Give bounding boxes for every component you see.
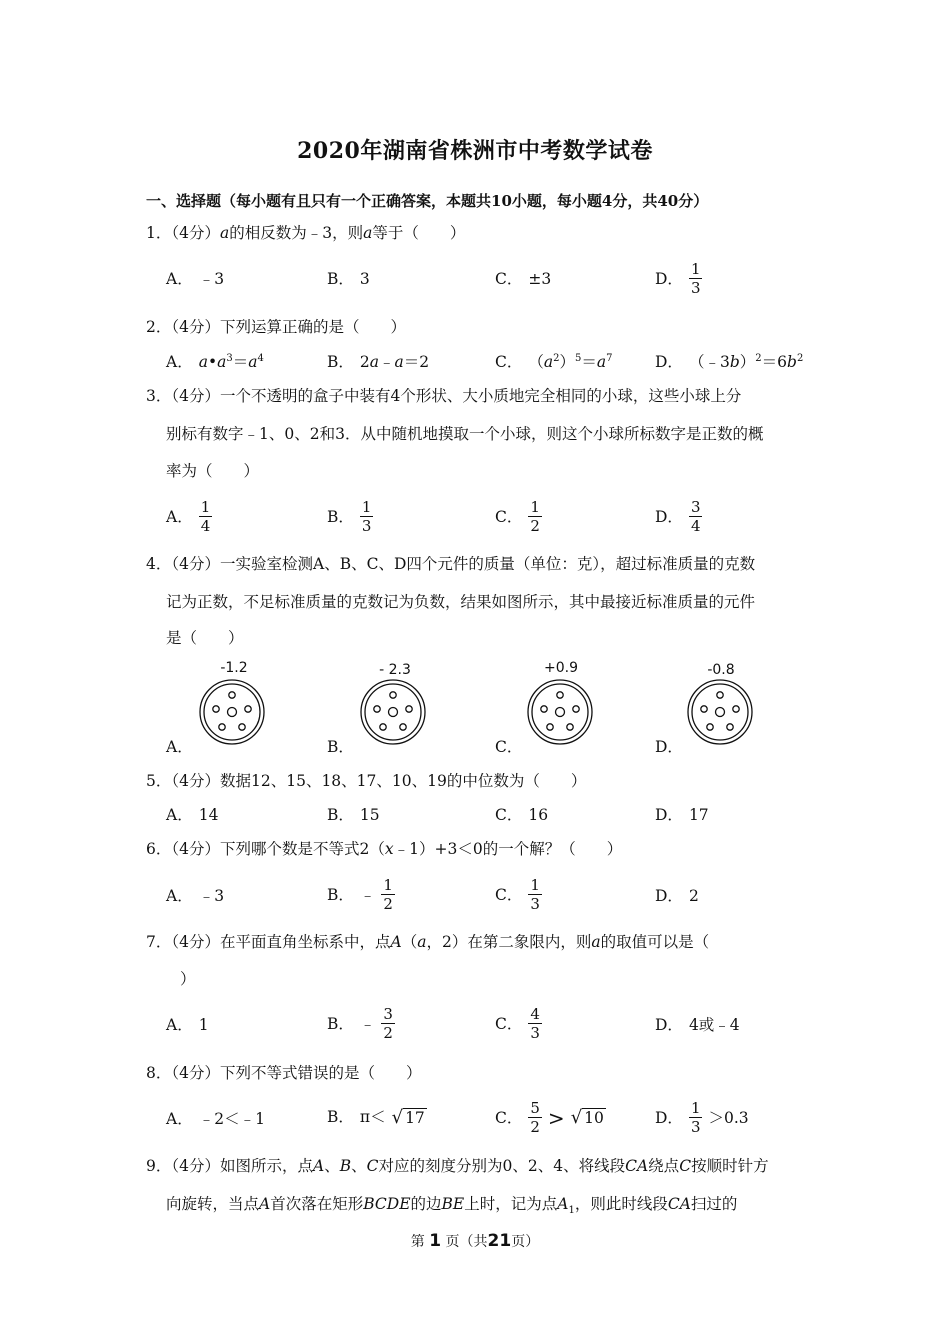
question-3-line3: 率为（ ） <box>166 462 260 480</box>
question-9-line1: 9．（4分）如图所示，点A、B、C对应的刻度分别为0、2、4、将线段CA绕点C按顺时针方 <box>146 1157 769 1175</box>
q5-option-d[interactable]: D． 17 <box>655 806 709 824</box>
q1-option-a[interactable]: A． ﹣3 <box>166 270 225 288</box>
q7-option-a[interactable]: A． 1 <box>166 1016 209 1034</box>
section-heading: 一、选择题（每小题有且只有一个正确答案，本题共10小题，每小题4分，共40分） <box>146 192 709 210</box>
question-2: 2．（4分）下列运算正确的是（ ） <box>146 318 407 336</box>
q6-option-d[interactable]: D． 2 <box>655 887 699 905</box>
disc-label-a: -1.2 <box>220 660 248 676</box>
question-1: 1．（4分）a的相反数为﹣3，则a等于（ ） <box>146 224 466 242</box>
question-4-line1: 4．（4分）一实验室检测A、B、C、D四个元件的质量（单位：克），超过标准质量的克数 <box>146 555 756 573</box>
component-disc-c-icon <box>526 678 596 748</box>
q1-option-d[interactable]: D． $\frac{1}{3}$ <box>655 260 701 297</box>
q6-option-b[interactable]: B． ﹣ $\frac{1}{2}$ <box>327 876 393 913</box>
q6-option-c[interactable]: C． $\frac{1}{3}$ <box>495 876 540 913</box>
q5-option-a[interactable]: A． 14 <box>166 806 219 824</box>
q2-option-b[interactable]: B． 2a﹣a＝2 <box>327 353 430 371</box>
disc-label-c: +0.9 <box>544 660 578 676</box>
q8-option-c[interactable]: C． $\frac{5}{2}$ > √ 10 <box>495 1099 604 1136</box>
question-9-line2: 向旋转，当点A首次落在矩形BCDE的边BE上时，记为点$A_1$，则此时线段CA扫过的 <box>166 1195 738 1217</box>
q8-option-d[interactable]: D． $\frac{1}{3}$ ＞0.3 <box>655 1099 749 1136</box>
component-disc-d-icon <box>686 678 756 748</box>
question-4-line3: 是（ ） <box>166 629 244 647</box>
q7-option-c[interactable]: C． $\frac{4}{3}$ <box>495 1005 540 1042</box>
q7-option-d[interactable]: D． 4或﹣4 <box>655 1016 740 1034</box>
q6-option-a[interactable]: A． ﹣3 <box>166 887 225 905</box>
question-4-line2: 记为正数，不足标准质量的克数记为负数，结果如图所示，其中最接近标准质量的元件 <box>166 593 756 611</box>
q4-option-a[interactable]: A． <box>166 738 193 756</box>
q1-option-c[interactable]: C． ±3 <box>495 270 552 288</box>
question-5: 5．（4分）数据12、15、18、17、10、19的中位数为（ ） <box>146 772 587 790</box>
question-7-line2: ） <box>180 970 196 988</box>
component-disc-b-icon <box>359 678 429 748</box>
q2-option-d[interactable]: D． $(﹣3b)^2=6b^2$ <box>655 352 804 371</box>
q4-option-c[interactable]: C． <box>495 738 523 756</box>
q8-option-b[interactable]: B． π＜ √ 17 <box>327 1106 425 1128</box>
page-title: 2020年湖南省株洲市中考数学试卷 <box>297 138 653 164</box>
q7-option-b[interactable]: B． ﹣ $\frac{3}{2}$ <box>327 1005 393 1042</box>
question-3-line2: 别标有数字﹣1、0、2和3．从中随机地摸取一个小球，则这个小球所标数字是正数的概 <box>166 425 764 443</box>
q3-option-c[interactable]: C． $\frac{1}{2}$ <box>495 498 540 535</box>
disc-label-d: -0.8 <box>707 662 735 678</box>
q2-option-c[interactable]: C． $(a^2)^5=a^7$ <box>495 352 613 371</box>
q4-option-b[interactable]: B． <box>327 738 354 756</box>
q3-option-b[interactable]: B． $\frac{1}{3}$ <box>327 498 372 535</box>
q1-option-b[interactable]: B． 3 <box>327 270 370 288</box>
q8-option-a[interactable]: A． ﹣2＜﹣1 <box>166 1110 265 1128</box>
question-6: 6．（4分）下列哪个数是不等式2（x﹣1）+3＜0的一个解？（ ） <box>146 840 623 858</box>
question-7-line1: 7．（4分）在平面直角坐标系中，点A（a，2）在第二象限内，则a的取值可以是（ <box>146 933 710 951</box>
question-3-line1: 3．（4分）一个不透明的盒子中装有4个形状、大小质地完全相同的小球，这些小球上分 <box>146 387 742 405</box>
q5-option-b[interactable]: B． 15 <box>327 806 380 824</box>
disc-label-b: - 2.3 <box>379 662 411 678</box>
q2-option-a[interactable]: A． $a•a^3=a^4$ <box>166 352 264 371</box>
q3-option-a[interactable]: A． $\frac{1}{4}$ <box>166 498 211 535</box>
component-disc-a-icon <box>198 678 268 748</box>
page-footer: 第 1 页（共21页） <box>410 1231 540 1251</box>
q5-option-c[interactable]: C． 16 <box>495 806 549 824</box>
q3-option-d[interactable]: D． $\frac{3}{4}$ <box>655 498 701 535</box>
q4-option-d[interactable]: D． <box>655 738 683 756</box>
question-8: 8．（4分）下列不等式错误的是（ ） <box>146 1064 422 1082</box>
